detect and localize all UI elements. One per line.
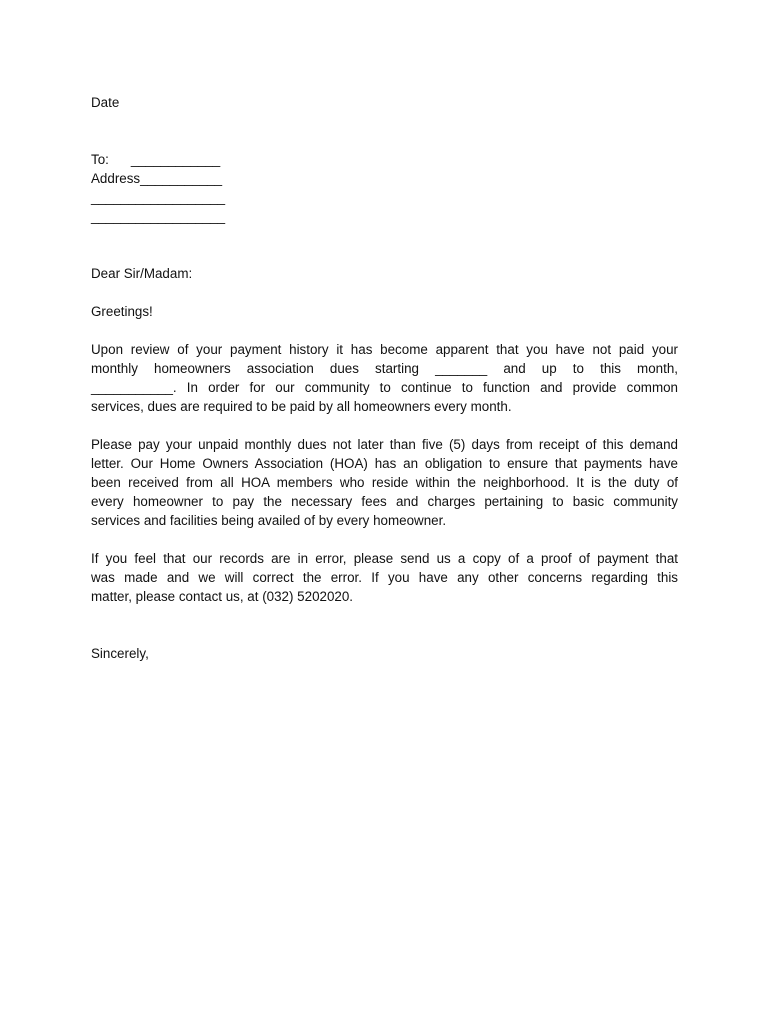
paragraph-line: monthly homeowners association dues starting _______ and up to this month, bbox=[91, 361, 678, 376]
paragraph-line: Upon review of your payment history it has become apparent that you have not paid your bbox=[91, 342, 678, 357]
paragraph-line: every homeowner to pay the necessary fees and charges pertaining to basic community bbox=[91, 494, 678, 509]
paragraph-line: services, dues are required to be paid by all homeowners every month. bbox=[91, 399, 512, 414]
paragraph-line: ___________. In order for our community to continue to function and provide common bbox=[91, 380, 678, 395]
demand-letter bbox=[91, 93, 678, 663]
salutation: Dear Sir/Madam: bbox=[91, 266, 193, 281]
recipient-block bbox=[91, 150, 678, 226]
paragraph-line: Please pay your unpaid monthly dues not later than five (5) days from receipt of this demand bbox=[91, 437, 678, 452]
paragraph-line: services and facilities being availed of by every homeowner. bbox=[91, 513, 447, 528]
paragraph-line: matter, please contact us, at (032) 5202020. bbox=[91, 589, 354, 604]
paragraph-payment-history bbox=[91, 340, 678, 416]
date-label: Date bbox=[91, 95, 120, 110]
paragraph-line: was made and we will correct the error. If you have any other concerns regarding this bbox=[91, 570, 678, 585]
to-line bbox=[91, 150, 678, 169]
address-line-2: __________________ bbox=[91, 190, 226, 205]
greeting: Greetings! bbox=[91, 304, 153, 319]
to-label: To: bbox=[91, 152, 109, 167]
to-blank: ____________ bbox=[130, 152, 221, 167]
paragraph-payment-request bbox=[91, 435, 678, 530]
address-line bbox=[91, 169, 678, 188]
closing: Sincerely, bbox=[91, 646, 149, 661]
address-line-3: __________________ bbox=[91, 209, 226, 224]
paragraph-line: If you feel that our records are in error, please send us a copy of a proof of payment that bbox=[91, 551, 678, 566]
address-blank: ___________ bbox=[140, 171, 223, 186]
address-label: Address bbox=[91, 171, 141, 186]
paragraph-records-error bbox=[91, 549, 678, 606]
paragraph-line: letter. Our Home Owners Association (HOA) has an obligation to ensure that payments have bbox=[91, 456, 678, 471]
paragraph-line: been received from all HOA members who reside within the neighborhood. It is the duty of bbox=[91, 475, 678, 490]
